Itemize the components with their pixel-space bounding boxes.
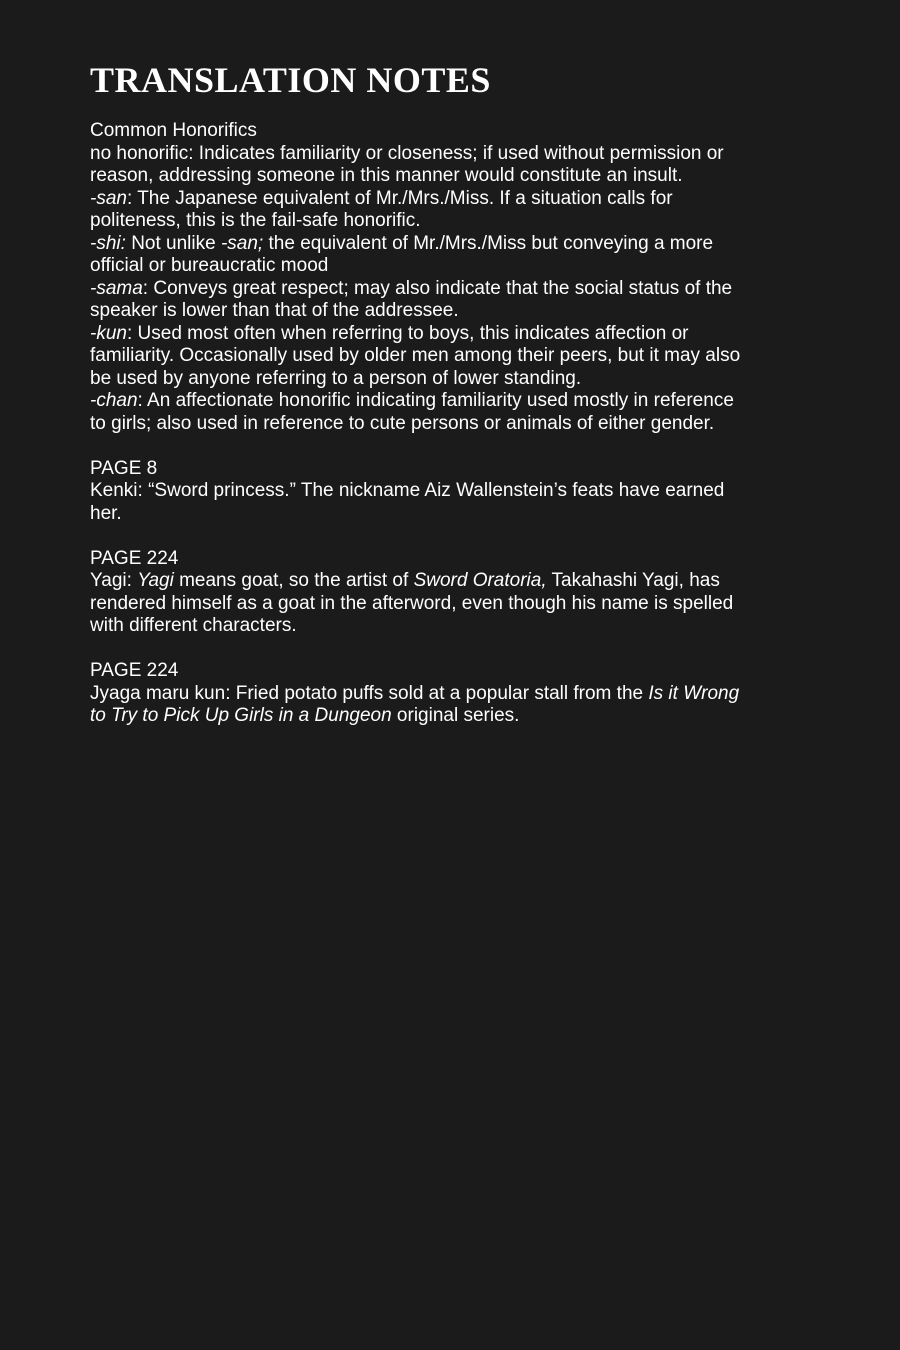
honorific-definition: Conveys great respect; may also indicate that the social status of the speaker is lower than that of the addressee. <box>90 277 733 321</box>
honorific-definition: Not unlike <box>131 232 221 254</box>
honorific-term: -sama <box>90 277 143 299</box>
honorific-term: -san <box>90 187 127 209</box>
note-body: Kenki: “Sword princess.” The nickname Aiz Wallenstein’s feats have earned her. <box>90 480 725 524</box>
honorific-term: -chan <box>90 390 138 411</box>
honorific-entry-kun: -kun: Used most often when referring to boys, this indicates affection or familiarity. Occasionally used by older men among their peers, but it may also be used by anyone referring to a person of lower standing. <box>90 322 741 389</box>
honorific-entry-sama: -sama: Conveys great respect; may also indicate that the social status of the speaker is lower than that of the addressee. <box>90 277 733 321</box>
honorific-entry-chan: -chan: An affectionate honorific indicating familiarity used mostly in reference to girls; also used in reference to cute persons or animals of either gender. <box>90 390 734 434</box>
note-page-ref: PAGE 8 <box>90 457 158 479</box>
note-body: Yagi: Yagi means goat, so the artist of Sword Oratoria, Takahashi Yagi, has rendered himself as a goat in the afterword, even though his name is spelled with different characters. <box>90 570 734 636</box>
honorific-entry-san: -san: The Japanese equivalent of Mr./Mrs./Miss. If a situation calls for politeness, this is the fail-safe honorific. <box>90 187 673 231</box>
note-page-ref: PAGE 224 <box>90 547 179 569</box>
note-body: Jyaga maru kun: Fried potato puffs sold at a popular stall from the Is it Wrong to Try to Pick Up Girls in a Dungeon original series. <box>90 682 740 726</box>
honorific-term: no honorific <box>90 142 189 164</box>
translation-notes-page <box>90 58 750 728</box>
honorific-definition: Used most often when referring to boys, this indicates affection or familiarity. Occasionally used by older men among their peers, but it may also be used by anyone referring to a person of lower standing. <box>90 322 741 389</box>
honorific-entry-shi: -shi: Not unlike -san; the equivalent of Mr./Mrs./Miss but conveying a more official or bureaucratic mood <box>90 232 714 276</box>
note-yagi <box>90 548 750 638</box>
note-kenki <box>90 458 750 526</box>
honorifics-section <box>90 120 750 435</box>
honorific-definition: The Japanese equivalent of Mr./Mrs./Miss. If a situation calls for politeness, this is the fail-safe honorific. <box>90 187 673 231</box>
page-title: TRANSLATION NOTES <box>90 60 491 100</box>
note-term: Yagi <box>90 570 127 591</box>
note-term: Kenki <box>90 480 138 501</box>
note-jyaga-maru-kun <box>90 660 750 728</box>
honorific-definition: An affectionate honorific indicating familiarity used mostly in reference to girls; also used in reference to cute persons or animals of either gender. <box>90 390 734 434</box>
note-page-ref: PAGE 224 <box>90 660 179 681</box>
honorific-definition: Indicates familiarity or closeness; if used without permission or reason, addressing someone in this manner would constitute an insult. <box>90 142 724 186</box>
honorific-entry-none: no honorific: Indicates familiarity or closeness; if used without permission or reason, addressing someone in this manner would constitute an insult. <box>90 142 724 186</box>
note-term: Jyaga maru kun <box>90 682 226 704</box>
honorific-term: -kun <box>90 322 127 344</box>
honorifics-heading: Common Honorifics <box>90 120 257 141</box>
honorific-term: -shi: <box>90 232 126 254</box>
